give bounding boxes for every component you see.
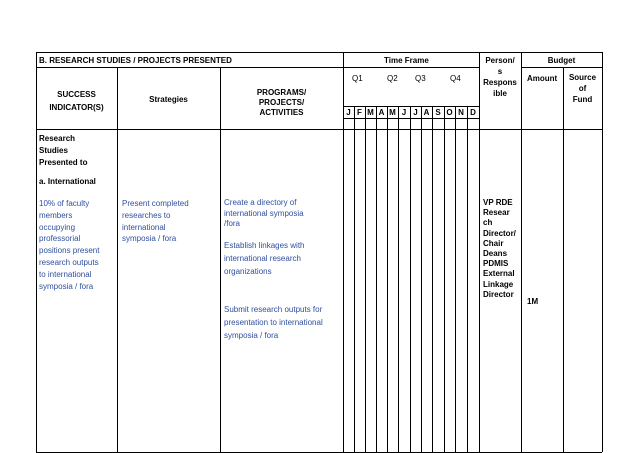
programs-header-line: PROGRAMS/ bbox=[256, 88, 307, 97]
month-apr: A bbox=[378, 108, 385, 117]
source-of-fund-header bbox=[563, 72, 602, 105]
person-line: Linkage bbox=[483, 279, 514, 289]
programs-header bbox=[220, 88, 343, 118]
budget-header: Budget bbox=[547, 56, 576, 65]
indicator-line: research outputs bbox=[39, 257, 99, 267]
person-line: PDMIS bbox=[483, 259, 509, 269]
person-header-line: Person/ bbox=[485, 56, 515, 65]
indicator-line: occupying bbox=[39, 222, 76, 232]
month-jul: J bbox=[413, 108, 418, 117]
source-header-line: Fund bbox=[572, 95, 593, 104]
category-line: Research bbox=[39, 134, 76, 143]
strategy-text bbox=[122, 198, 189, 245]
category-line: Studies bbox=[39, 146, 68, 155]
person-line: Director bbox=[483, 289, 514, 299]
month-aug: A bbox=[423, 108, 430, 117]
persons-responsible-text bbox=[483, 198, 516, 300]
person-line: ch bbox=[483, 218, 493, 228]
budget-amount: 1M bbox=[527, 297, 539, 306]
person-line: Chair bbox=[483, 238, 504, 248]
strategy-line: symposia / fora bbox=[122, 234, 177, 244]
month-sep: S bbox=[435, 108, 441, 117]
source-header-line: Source bbox=[568, 73, 597, 82]
indicator-header-line: INDICATOR(S) bbox=[49, 103, 104, 112]
activity-line: international research bbox=[224, 254, 301, 263]
activity-line: organizations bbox=[224, 267, 272, 276]
month-may: M bbox=[389, 108, 396, 117]
indicator-line: positions present bbox=[39, 246, 100, 256]
section-title: B. RESEARCH STUDIES / PROJECTS PRESENTED bbox=[39, 56, 232, 65]
person-header-line: Respons bbox=[483, 78, 517, 87]
indicator-header-line: SUCCESS bbox=[57, 90, 96, 99]
amount-header: Amount bbox=[527, 74, 558, 83]
strategy-line: Present completed bbox=[122, 199, 189, 208]
category-line: Presented to bbox=[39, 158, 88, 167]
activity-line: Submit research outputs for bbox=[224, 305, 323, 314]
strategies-header: Strategies bbox=[149, 95, 188, 104]
person-header-line: s bbox=[497, 67, 503, 76]
indicator-line: members bbox=[39, 210, 73, 220]
subcategory-label: a. International bbox=[39, 177, 96, 186]
month-nov: N bbox=[458, 108, 464, 117]
time-frame-header: Time Frame bbox=[384, 56, 429, 65]
person-line: Resear bbox=[483, 208, 510, 218]
indicator-line: symposia / fora bbox=[39, 281, 94, 291]
strategy-line: international bbox=[122, 222, 166, 232]
success-indicator-text bbox=[39, 198, 99, 292]
source-header-line: of bbox=[578, 84, 587, 93]
person-responsible-header bbox=[479, 56, 521, 99]
month-oct: O bbox=[446, 108, 453, 117]
success-indicator-header bbox=[36, 88, 117, 114]
month-jun: J bbox=[401, 108, 407, 117]
indicator-line: 10% of faculty bbox=[39, 199, 90, 208]
activity-linkages bbox=[224, 239, 304, 278]
activity-line: symposia / fora bbox=[224, 331, 279, 340]
quarter-q1: Q1 bbox=[352, 74, 363, 83]
programs-header-line: PROJECTS/ bbox=[258, 98, 305, 107]
month-dec: D bbox=[470, 108, 476, 117]
person-line: External bbox=[483, 269, 515, 279]
quarter-q4: Q4 bbox=[450, 74, 461, 83]
activity-directory bbox=[224, 198, 304, 230]
activity-submit bbox=[224, 303, 323, 342]
person-line: Director/ bbox=[483, 228, 516, 238]
month-feb: F bbox=[357, 108, 362, 117]
quarter-q2: Q2 bbox=[387, 74, 398, 83]
indicator-line: professorial bbox=[39, 234, 81, 244]
person-header-line: ible bbox=[493, 89, 507, 98]
person-line: Deans bbox=[483, 249, 508, 259]
person-line: VP RDE bbox=[483, 198, 513, 207]
programs-header-line: ACTIVITIES bbox=[259, 108, 304, 117]
indicator-line: to international bbox=[39, 269, 92, 279]
category-label bbox=[39, 133, 87, 169]
activity-line: /fora bbox=[224, 219, 241, 228]
activity-line: Establish linkages with bbox=[224, 241, 305, 250]
month-jan: J bbox=[346, 108, 351, 117]
activity-line: Create a directory of bbox=[224, 198, 297, 207]
activity-line: presentation to international bbox=[224, 318, 323, 327]
activity-line: international symposia bbox=[224, 208, 304, 218]
quarter-q3: Q3 bbox=[415, 74, 426, 83]
strategy-line: researches to bbox=[122, 210, 171, 220]
month-mar: M bbox=[367, 108, 374, 117]
